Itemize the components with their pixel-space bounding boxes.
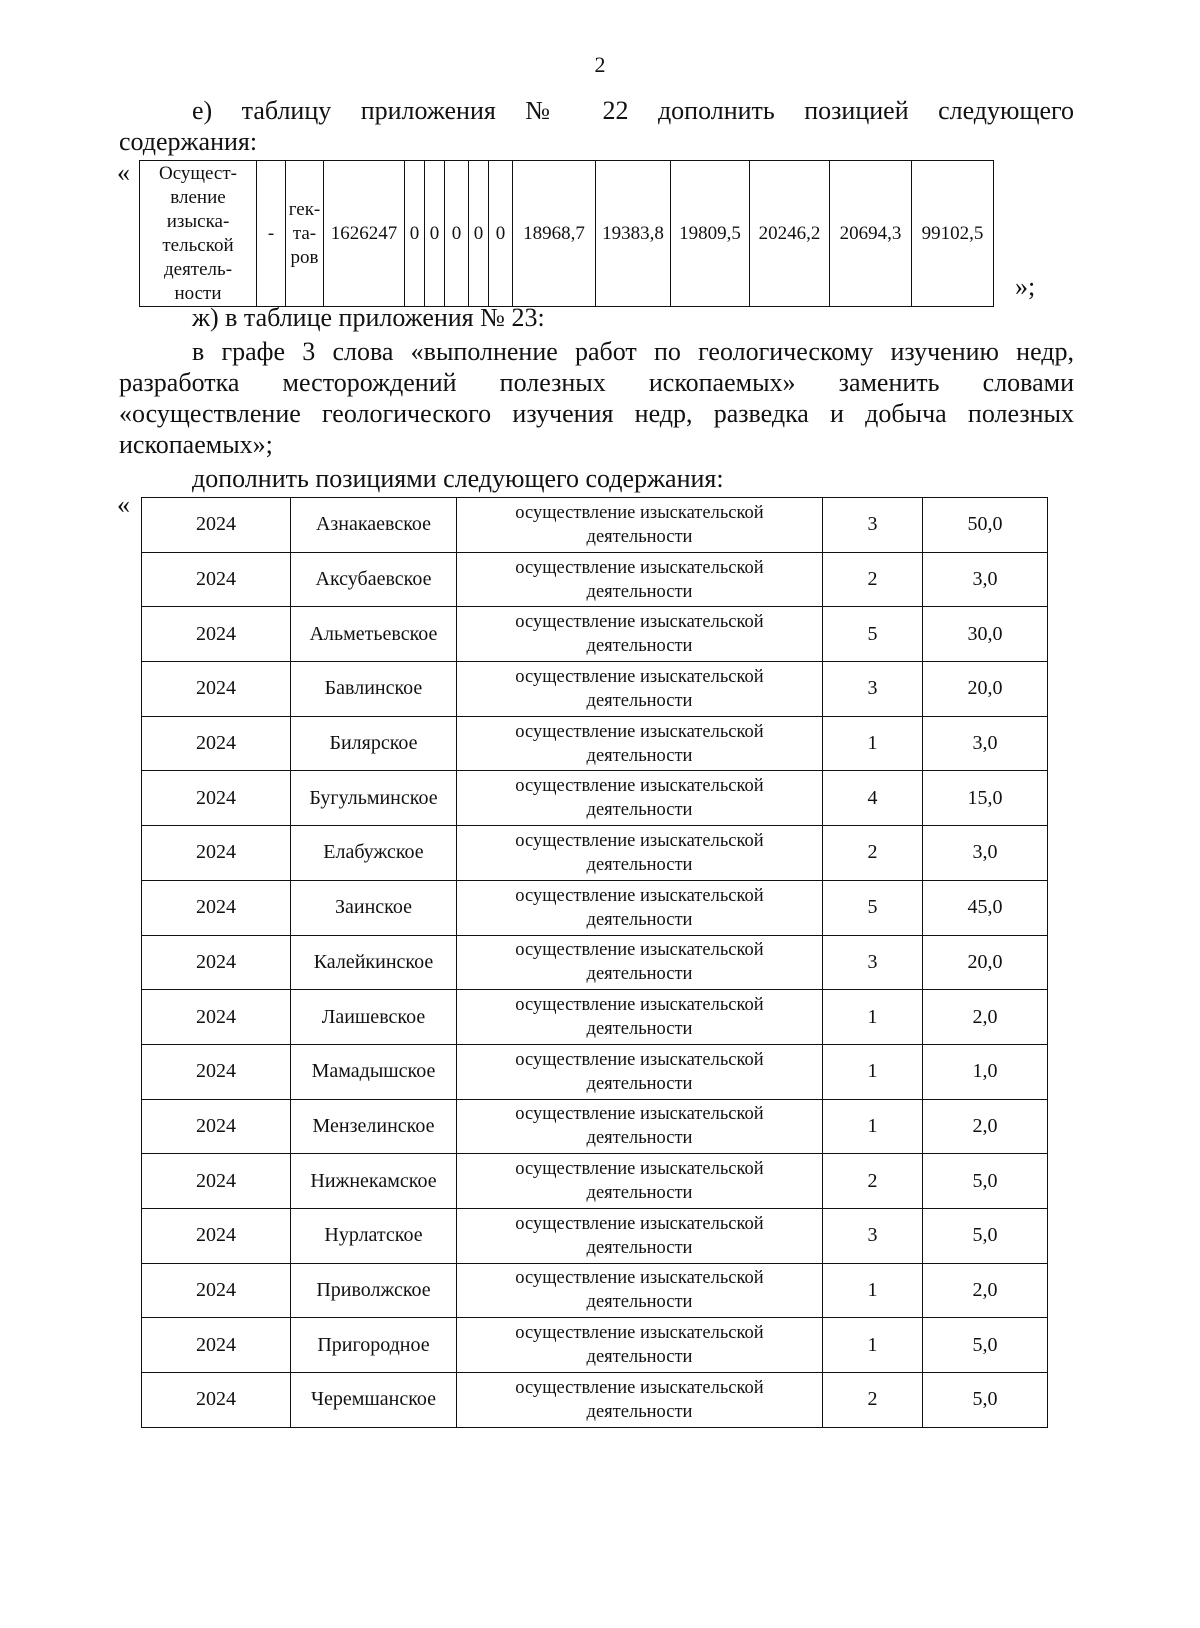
- table-cell-year: 2024: [142, 1154, 291, 1209]
- table-cell-value: 30,0: [923, 607, 1048, 662]
- table-cell-activity: осуществление изыскательской деятельности: [457, 662, 823, 717]
- table-cell-number: 2: [823, 552, 923, 607]
- table-cell-year: 2024: [142, 498, 291, 553]
- paragraph-graf-line1: в графе 3 слова «выполнение работ по геологическому изучению недр,: [192, 337, 1074, 366]
- table-e-value: 19383,8: [596, 161, 671, 307]
- table-cell-number: 5: [823, 880, 923, 935]
- word: месторождений: [282, 368, 457, 397]
- table-row: [142, 1318, 1048, 1373]
- table-cell-number: 1: [823, 1263, 923, 1318]
- table-cell-value: 2,0: [923, 1099, 1048, 1154]
- table-e-value: 18968,7: [513, 161, 596, 307]
- table-cell-number: 1: [823, 990, 923, 1045]
- table-row: [142, 1099, 1048, 1154]
- table-cell-activity: осуществление изыскательской деятельности: [457, 716, 823, 771]
- word: дополнить: [657, 96, 775, 125]
- table-e-zero: 0: [405, 161, 425, 307]
- table-cell-district: Мамадышское: [291, 1044, 457, 1099]
- table-cell-year: 2024: [142, 1099, 291, 1154]
- paragraph-graf-line4: ископаемых»;: [119, 430, 273, 459]
- table-cell-activity: осуществление изыскательской деятельности: [457, 771, 823, 826]
- table-cell-year: 2024: [142, 880, 291, 935]
- table-cell-value: 3,0: [923, 716, 1048, 771]
- table-e-zero: 0: [489, 161, 513, 307]
- table-cell-activity: осуществление изыскательской деятельности: [457, 1263, 823, 1318]
- table-row: [142, 552, 1048, 607]
- table-cell-district: Нижнекамское: [291, 1154, 457, 1209]
- word: словами: [982, 368, 1075, 397]
- table-cell-value: 5,0: [923, 1318, 1048, 1373]
- table-cell-number: 3: [823, 935, 923, 990]
- table-cell-year: 2024: [142, 1263, 291, 1318]
- table-row: [142, 498, 1048, 553]
- table-cell-number: 2: [823, 1373, 923, 1428]
- table-row: [142, 1044, 1048, 1099]
- table-cell-number: 3: [823, 1208, 923, 1263]
- table-row: [142, 1154, 1048, 1209]
- table-cell-value: 2,0: [923, 1263, 1048, 1318]
- table-e-zero: 0: [425, 161, 445, 307]
- word: таблицу: [241, 96, 332, 125]
- table-cell-district: Азнакаевское: [291, 498, 457, 553]
- word: полезных: [499, 368, 606, 397]
- table-e-value: 20246,2: [750, 161, 830, 307]
- table-cell-year: 2024: [142, 826, 291, 881]
- table-cell-number: 1: [823, 1318, 923, 1373]
- table-cell-district: Аксубаевское: [291, 552, 457, 607]
- table-cell-year: 2024: [142, 1318, 291, 1373]
- table-cell-district: Приволжское: [291, 1263, 457, 1318]
- table-cell-district: Бугульминское: [291, 771, 457, 826]
- table-cell-number: 1: [823, 716, 923, 771]
- table-cell-value: 5,0: [923, 1373, 1048, 1428]
- table-cell-district: Лаишевское: [291, 990, 457, 1045]
- table-cell-activity: осуществление изыскательской деятельности: [457, 935, 823, 990]
- paragraph-e: [119, 95, 1074, 157]
- table-cell-value: 2,0: [923, 990, 1048, 1045]
- table-cell-value: 20,0: [923, 662, 1048, 717]
- word: заменить: [838, 368, 940, 397]
- table-cell-year: 2024: [142, 552, 291, 607]
- item-letter-e: е): [192, 96, 213, 125]
- table-cell-year: 2024: [142, 990, 291, 1045]
- table-cell-year: 2024: [142, 935, 291, 990]
- table-cell-activity: осуществление изыскательской деятельности: [457, 1208, 823, 1263]
- table-cell-value: 5,0: [923, 1208, 1048, 1263]
- table-row: [142, 662, 1048, 717]
- table-row: [142, 990, 1048, 1045]
- table-cell-activity: осуществление изыскательской деятельности: [457, 552, 823, 607]
- table-cell-value: 3,0: [923, 826, 1048, 881]
- table-cell-number: 1: [823, 1044, 923, 1099]
- table-row: [142, 1263, 1048, 1318]
- paragraph-e-line2: содержания:: [119, 127, 258, 156]
- table-cell-value: 45,0: [923, 880, 1048, 935]
- table-cell-year: 2024: [142, 1208, 291, 1263]
- table-cell-district: Елабужское: [291, 826, 457, 881]
- paragraph-e-line1: [119, 95, 1074, 126]
- paragraph-zh-line: ж) в таблице приложения № 23:: [192, 303, 545, 332]
- table-cell-number: 1: [823, 1099, 923, 1154]
- table-cell-district: Пригородное: [291, 1318, 457, 1373]
- table-cell-year: 2024: [142, 1373, 291, 1428]
- table-cell-activity: осуществление изыскательской деятельности: [457, 1373, 823, 1428]
- table-cell-value: 5,0: [923, 1154, 1048, 1209]
- table-row: [142, 1208, 1048, 1263]
- table-cell-activity: осуществление изыскательской деятельности: [457, 1318, 823, 1373]
- quote-open: «: [117, 158, 130, 187]
- table-row: [142, 1373, 1048, 1428]
- table-cell-value: 1,0: [923, 1044, 1048, 1099]
- table-cell-district: Альметьевское: [291, 607, 457, 662]
- table-row: [142, 771, 1048, 826]
- table-cell-number: 3: [823, 662, 923, 717]
- table-cell-activity: осуществление изыскательской деятельности: [457, 826, 823, 881]
- table-cell-value: 15,0: [923, 771, 1048, 826]
- table-cell-value: 50,0: [923, 498, 1048, 553]
- paragraph-graf-line2: [119, 367, 1074, 398]
- table-cell-year: 2024: [142, 716, 291, 771]
- word: разработка: [119, 368, 240, 397]
- table-cell-activity: осуществление изыскательской деятельности: [457, 1154, 823, 1209]
- table-cell-number: 3: [823, 498, 923, 553]
- table-cell-district: Калейкинское: [291, 935, 457, 990]
- table-e-dash: -: [257, 161, 286, 307]
- table-cell-district: Мензелинское: [291, 1099, 457, 1154]
- table-cell-value: 20,0: [923, 935, 1048, 990]
- table-e: [139, 160, 994, 307]
- quote-open: «: [117, 490, 130, 519]
- table-cell-year: 2024: [142, 771, 291, 826]
- table-zh: [141, 497, 1048, 1428]
- table-e-zero: 0: [469, 161, 489, 307]
- table-cell-activity: осуществление изыскательской деятельности: [457, 498, 823, 553]
- word: № 22: [525, 96, 629, 125]
- table-cell-activity: осуществление изыскательской деятельности: [457, 1099, 823, 1154]
- table-cell-year: 2024: [142, 607, 291, 662]
- table-cell-activity: осуществление изыскательской деятельности: [457, 990, 823, 1045]
- table-cell-district: Бавлинское: [291, 662, 457, 717]
- table-cell-district: Билярское: [291, 716, 457, 771]
- table-row: [142, 935, 1048, 990]
- table-cell-number: 2: [823, 826, 923, 881]
- quote-close: »;: [1015, 272, 1036, 301]
- table-row: [142, 607, 1048, 662]
- word: позицией: [804, 96, 909, 125]
- table-cell-number: 4: [823, 771, 923, 826]
- table-cell-activity: осуществление изыскательской деятельности: [457, 880, 823, 935]
- table-cell-number: 5: [823, 607, 923, 662]
- table-cell-value: 3,0: [923, 552, 1048, 607]
- table-e-value: 19809,5: [671, 161, 750, 307]
- table-cell-activity: осуществление изыскательской деятельности: [457, 1044, 823, 1099]
- table-cell-year: 2024: [142, 1044, 291, 1099]
- table-e-name: Осущест- вление изыска- тельской деятель- ности: [140, 161, 257, 307]
- word: следующего: [938, 96, 1075, 125]
- table-row: [142, 716, 1048, 771]
- paragraph-graf-line3: «осуществление геологического изучения недр, разведка и добыча полезных: [119, 399, 1074, 428]
- table-row: [142, 826, 1048, 881]
- table-cell-activity: осуществление изыскательской деятельности: [457, 607, 823, 662]
- table-e-code: 1626247: [324, 161, 405, 307]
- table-cell-district: Черемшанское: [291, 1373, 457, 1428]
- page-number: 2: [594, 52, 606, 77]
- paragraph-zh: [119, 302, 1074, 494]
- table-cell-number: 2: [823, 1154, 923, 1209]
- paragraph-add-line: дополнить позициями следующего содержания:: [192, 464, 724, 493]
- table-cell-district: Заинское: [291, 880, 457, 935]
- word: приложения: [360, 96, 496, 125]
- table-row: [142, 880, 1048, 935]
- table-e-value: 20694,3: [830, 161, 912, 307]
- table-e-units: гек- та- ров: [286, 161, 324, 307]
- word: ископаемых»: [648, 368, 796, 397]
- table-cell-district: Нурлатское: [291, 1208, 457, 1263]
- table-row: [140, 161, 994, 307]
- table-e-value: 99102,5: [912, 161, 994, 307]
- table-cell-year: 2024: [142, 662, 291, 717]
- table-e-zero: 0: [445, 161, 469, 307]
